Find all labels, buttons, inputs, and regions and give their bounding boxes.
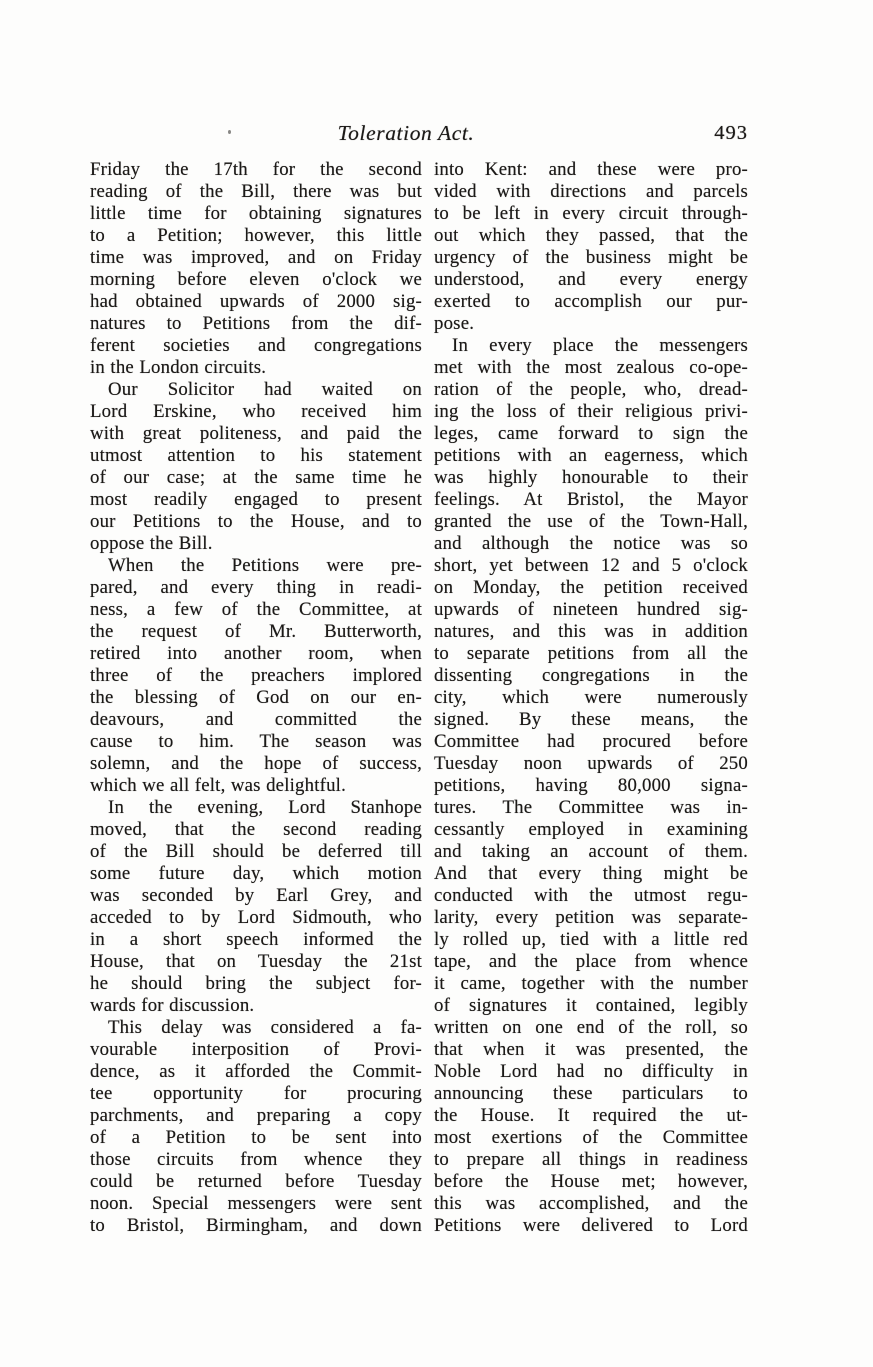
text-line: Our Solicitor had waited on <box>108 379 422 400</box>
text-line: reading of the Bill, there was but <box>90 181 422 202</box>
paragraph <box>90 1017 422 1237</box>
text-line: before the House met; however, <box>434 1171 748 1192</box>
text-line: retired into another room, when <box>90 643 422 664</box>
text-line: and taking an account of them. <box>434 841 748 862</box>
text-line: vided with directions and parcels <box>434 181 748 202</box>
text-line: oppose the Bill. <box>90 533 213 554</box>
text-line: on Monday, the petition received <box>434 577 748 598</box>
page-number: 493 <box>714 122 748 144</box>
text-line: utmost attention to his statement <box>90 445 422 466</box>
text-line: natures to Petitions from the dif- <box>90 313 422 334</box>
paragraph <box>90 555 422 797</box>
text-line: noon. Special messengers were sent <box>90 1193 422 1214</box>
text-line: wards for discussion. <box>90 995 255 1016</box>
text-line: ness, a few of the Committee, at <box>90 599 422 620</box>
text-line: vourable interposition of Provi- <box>90 1039 422 1060</box>
text-line: to Bristol, Birmingham, and down <box>90 1215 422 1236</box>
text-line: which we all felt, was delightful. <box>90 775 346 796</box>
ink-speck <box>228 130 231 134</box>
text-line: city, which were numerously <box>434 687 748 708</box>
text-line: some future day, which motion <box>90 863 422 884</box>
text-line: the request of Mr. Butterworth, <box>90 621 422 642</box>
text-line: Committee had procured before <box>434 731 748 752</box>
text-line: feelings. At Bristol, the Mayor <box>434 489 748 510</box>
page-header <box>90 121 748 151</box>
text-line: granted the use of the Town-Hall, <box>434 511 748 532</box>
text-line: dissenting congregations in the <box>434 665 748 686</box>
text-line: And that every thing might be <box>434 863 748 884</box>
paragraph <box>90 159 422 379</box>
text-line: solemn, and the hope of success, <box>90 753 422 774</box>
text-line: leges, came forward to sign the <box>434 423 748 444</box>
text-line: cessantly employed in examining <box>434 819 748 840</box>
text-line: pared, and every thing in readi- <box>90 577 422 598</box>
text-line: in the London circuits. <box>90 357 267 378</box>
text-line: When the Petitions were pre- <box>108 555 422 576</box>
text-line: most exertions of the Committee <box>434 1127 748 1148</box>
text-line: conducted with the utmost regu- <box>434 885 748 906</box>
text-line: Tuesday noon upwards of 250 <box>434 753 748 774</box>
text-columns <box>90 159 748 1237</box>
text-line: Friday the 17th for the second <box>90 159 422 180</box>
running-title: Toleration Act. <box>337 121 475 145</box>
text-line: it came, together with the number <box>434 973 748 994</box>
text-line: he should bring the subject for- <box>90 973 422 994</box>
text-line: petitions with an eagerness, which <box>434 445 748 466</box>
text-line: to be left in every circuit through- <box>434 203 748 224</box>
text-line: time was improved, and on Friday <box>90 247 422 268</box>
text-line: signed. By these means, the <box>434 709 748 730</box>
text-line: pose. <box>434 313 475 334</box>
text-line: to prepare all things in readiness <box>434 1149 748 1170</box>
text-line: short, yet between 12 and 5 o'clock <box>434 555 748 576</box>
right-column <box>434 159 748 1237</box>
text-line: ration of the people, who, dread- <box>434 379 748 400</box>
text-line: with great politeness, and paid the <box>90 423 422 444</box>
text-line: three of the preachers implored <box>90 665 422 686</box>
text-line: most readily engaged to present <box>90 489 422 510</box>
text-line: ly rolled up, tied with a little red <box>434 929 748 950</box>
text-line: understood, and every energy <box>434 269 748 290</box>
text-line: could be returned before Tuesday <box>90 1171 422 1192</box>
text-line: to separate petitions from all the <box>434 643 748 664</box>
paragraph <box>434 159 748 335</box>
text-line: out which they passed, that the <box>434 225 748 246</box>
text-line: of signatures it contained, legibly <box>434 995 748 1016</box>
text-line: deavours, and committed the <box>90 709 422 730</box>
text-line: This delay was considered a fa- <box>108 1017 422 1038</box>
text-line: of the Bill should be deferred till <box>90 841 422 862</box>
text-line: ing the loss of their religious privi- <box>434 401 748 422</box>
text-line: tures. The Committee was in- <box>434 797 748 818</box>
text-line: to a Petition; however, this little <box>90 225 422 246</box>
text-line: acceded to by Lord Sidmouth, who <box>90 907 422 928</box>
text-line: of a Petition to be sent into <box>90 1127 422 1148</box>
paragraph <box>434 335 748 1237</box>
text-line: ferent societies and congregations <box>90 335 422 356</box>
text-line: petitions, having 80,000 signa- <box>434 775 748 796</box>
text-line: written on one end of the roll, so <box>434 1017 748 1038</box>
text-line: into Kent: and these were pro- <box>434 159 748 180</box>
text-line: natures, and this was in addition <box>434 621 748 642</box>
text-line: the House. It required the ut- <box>434 1105 748 1126</box>
text-line: was seconded by Earl Grey, and <box>90 885 422 906</box>
text-line: morning before eleven o'clock we <box>90 269 422 290</box>
text-line: dence, as it afforded the Commit- <box>90 1061 422 1082</box>
paragraph <box>90 797 422 1017</box>
text-line: moved, that the second reading <box>90 819 422 840</box>
text-line: larity, every petition was separate- <box>434 907 748 928</box>
text-line: tape, and the place from whence <box>434 951 748 972</box>
text-line: In the evening, Lord Stanhope <box>108 797 422 818</box>
text-line: met with the most zealous co-ope- <box>434 357 748 378</box>
text-line: cause to him. The season was <box>90 731 422 752</box>
text-line: had obtained upwards of 2000 sig- <box>90 291 422 312</box>
text-line: upwards of nineteen hundred sig- <box>434 599 748 620</box>
text-line: In every place the messengers <box>452 335 748 356</box>
text-line: this was accomplished, and the <box>434 1193 748 1214</box>
text-line: the blessing of God on our en- <box>90 687 422 708</box>
paragraph <box>90 379 422 555</box>
text-line: House, that on Tuesday the 21st <box>90 951 422 972</box>
text-line: tee opportunity for procuring <box>90 1083 422 1104</box>
text-line: Noble Lord had no difficulty in <box>434 1061 748 1082</box>
text-line: Petitions were delivered to Lord <box>434 1215 748 1236</box>
text-line: parchments, and preparing a copy <box>90 1105 422 1126</box>
text-line: of our case; at the same time he <box>90 467 422 488</box>
text-line: exerted to accomplish our pur- <box>434 291 748 312</box>
text-line: little time for obtaining signatures <box>90 203 422 224</box>
text-line: announcing these particulars to <box>434 1083 748 1104</box>
text-line: those circuits from whence they <box>90 1149 422 1170</box>
text-line: Lord Erskine, who received him <box>90 401 422 422</box>
left-column <box>90 159 422 1237</box>
text-line: was highly honourable to their <box>434 467 748 488</box>
text-line: our Petitions to the House, and to <box>90 511 422 532</box>
text-line: and although the notice was so <box>434 533 748 554</box>
text-line: urgency of the business might be <box>434 247 748 268</box>
text-line: in a short speech informed the <box>90 929 422 950</box>
text-line: that when it was presented, the <box>434 1039 748 1060</box>
